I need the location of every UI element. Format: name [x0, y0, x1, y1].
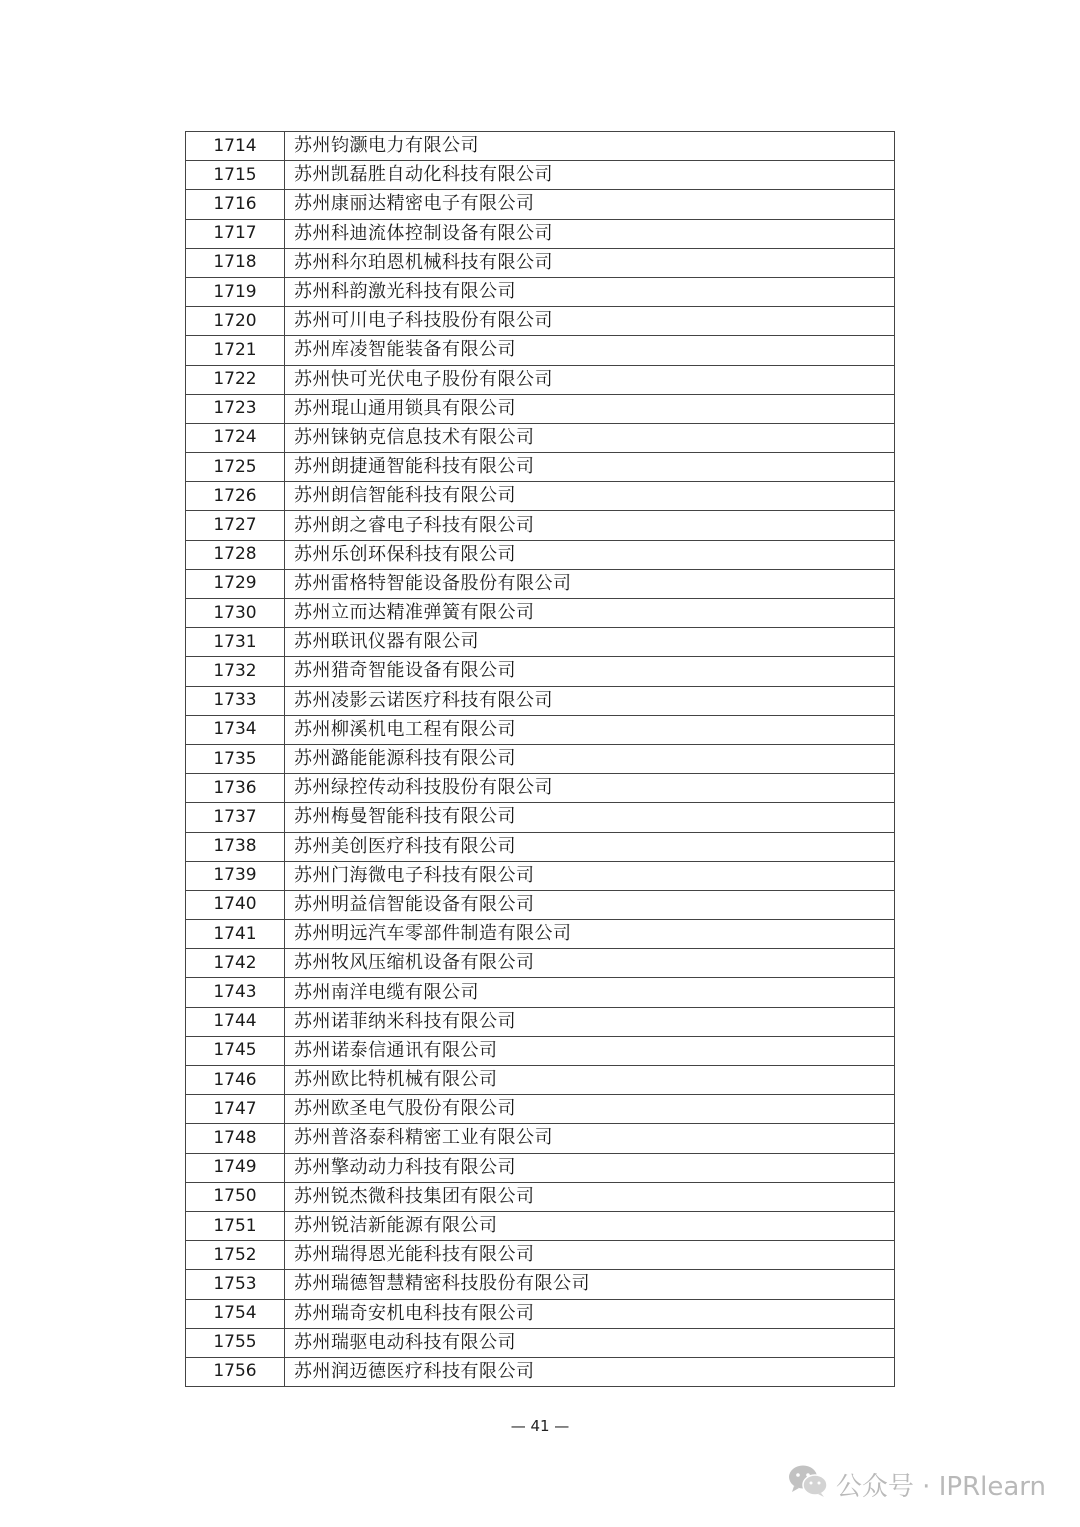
company-name: 苏州朗信智能科技有限公司 [285, 482, 895, 511]
company-name: 苏州铼钠克信息技术有限公司 [285, 423, 895, 452]
table-row [186, 920, 895, 949]
table-row [186, 949, 895, 978]
table-row [186, 336, 895, 365]
table-row [186, 1328, 895, 1357]
company-name: 苏州诺泰信通讯有限公司 [285, 1036, 895, 1065]
row-number: 1722 [186, 365, 285, 394]
row-number: 1749 [186, 1153, 285, 1182]
table-row [186, 890, 895, 919]
table-row [186, 1241, 895, 1270]
table-row [186, 277, 895, 306]
company-name: 苏州润迈德医疗科技有限公司 [285, 1357, 895, 1386]
company-name: 苏州科迪流体控制设备有限公司 [285, 219, 895, 248]
table-row [186, 1211, 895, 1240]
row-number: 1733 [186, 686, 285, 715]
row-number: 1717 [186, 219, 285, 248]
row-number: 1756 [186, 1357, 285, 1386]
table-row [186, 744, 895, 773]
company-name: 苏州欧比特机械有限公司 [285, 1066, 895, 1095]
row-number: 1736 [186, 774, 285, 803]
row-number: 1741 [186, 920, 285, 949]
company-name: 苏州瑞德智慧精密科技股份有限公司 [285, 1270, 895, 1299]
row-number: 1747 [186, 1095, 285, 1124]
row-number: 1720 [186, 307, 285, 336]
table-row [186, 628, 895, 657]
row-number: 1750 [186, 1182, 285, 1211]
table-row [186, 1066, 895, 1095]
row-number: 1743 [186, 978, 285, 1007]
row-number: 1729 [186, 569, 285, 598]
watermark [788, 1464, 1046, 1505]
company-name: 苏州科尔珀恩机械科技有限公司 [285, 248, 895, 277]
company-name: 苏州凌影云诺医疗科技有限公司 [285, 686, 895, 715]
row-number: 1715 [186, 161, 285, 190]
company-name: 苏州明益信智能设备有限公司 [285, 890, 895, 919]
row-number: 1751 [186, 1211, 285, 1240]
table-row [186, 132, 895, 161]
wechat-icon [788, 1464, 828, 1505]
company-name: 苏州猎奇智能设备有限公司 [285, 657, 895, 686]
row-number: 1726 [186, 482, 285, 511]
table-row [186, 190, 895, 219]
row-number: 1745 [186, 1036, 285, 1065]
table-body [186, 132, 895, 1387]
table-row [186, 482, 895, 511]
company-name: 苏州绿控传动科技股份有限公司 [285, 774, 895, 803]
table-row [186, 1124, 895, 1153]
table-row [186, 161, 895, 190]
table-row [186, 1357, 895, 1386]
company-name: 苏州科韵激光科技有限公司 [285, 277, 895, 306]
watermark-text: 公众号 · IPRlearn [835, 1472, 1046, 1502]
company-name: 苏州凯磊胜自动化科技有限公司 [285, 161, 895, 190]
table-row [186, 307, 895, 336]
table-row [186, 1153, 895, 1182]
row-number: 1732 [186, 657, 285, 686]
company-name: 苏州雷格特智能设备股份有限公司 [285, 569, 895, 598]
table-row [186, 774, 895, 803]
company-name: 苏州钧灏电力有限公司 [285, 132, 895, 161]
row-number: 1754 [186, 1299, 285, 1328]
row-number: 1714 [186, 132, 285, 161]
company-name: 苏州瑞得恩光能科技有限公司 [285, 1241, 895, 1270]
table-row [186, 1182, 895, 1211]
company-name: 苏州牧风压缩机设备有限公司 [285, 949, 895, 978]
table-row [186, 1007, 895, 1036]
row-number: 1753 [186, 1270, 285, 1299]
row-number: 1755 [186, 1328, 285, 1357]
row-number: 1742 [186, 949, 285, 978]
row-number: 1728 [186, 540, 285, 569]
table-row [186, 394, 895, 423]
row-number: 1746 [186, 1066, 285, 1095]
row-number: 1727 [186, 511, 285, 540]
table-row [186, 832, 895, 861]
row-number: 1716 [186, 190, 285, 219]
company-name: 苏州普洛泰科精密工业有限公司 [285, 1124, 895, 1153]
company-name: 苏州库凌智能装备有限公司 [285, 336, 895, 365]
company-name: 苏州联讯仪器有限公司 [285, 628, 895, 657]
table-row [186, 248, 895, 277]
row-number: 1719 [186, 277, 285, 306]
row-number: 1731 [186, 628, 285, 657]
company-name: 苏州朗捷通智能科技有限公司 [285, 453, 895, 482]
table-row [186, 453, 895, 482]
table-row [186, 861, 895, 890]
row-number: 1730 [186, 599, 285, 628]
table-row [186, 540, 895, 569]
table-row [186, 803, 895, 832]
row-number: 1724 [186, 423, 285, 452]
table-row [186, 1095, 895, 1124]
company-name: 苏州美创医疗科技有限公司 [285, 832, 895, 861]
company-name: 苏州南洋电缆有限公司 [285, 978, 895, 1007]
table-row [186, 511, 895, 540]
company-name: 苏州琨山通用锁具有限公司 [285, 394, 895, 423]
table-row [186, 686, 895, 715]
row-number: 1748 [186, 1124, 285, 1153]
company-name: 苏州擎动动力科技有限公司 [285, 1153, 895, 1182]
row-number: 1738 [186, 832, 285, 861]
page-number: — 41 — [510, 1417, 570, 1435]
company-name: 苏州锐杰微科技集团有限公司 [285, 1182, 895, 1211]
row-number: 1725 [186, 453, 285, 482]
row-number: 1740 [186, 890, 285, 919]
table-row [186, 1036, 895, 1065]
table-row [186, 219, 895, 248]
row-number: 1721 [186, 336, 285, 365]
company-name: 苏州朗之睿电子科技有限公司 [285, 511, 895, 540]
row-number: 1723 [186, 394, 285, 423]
company-name: 苏州瑞奇安机电科技有限公司 [285, 1299, 895, 1328]
table-row [186, 715, 895, 744]
company-name: 苏州瑞驱电动科技有限公司 [285, 1328, 895, 1357]
table-row [186, 423, 895, 452]
company-name: 苏州诺菲纳米科技有限公司 [285, 1007, 895, 1036]
company-name: 苏州锐洁新能源有限公司 [285, 1211, 895, 1240]
company-name: 苏州柳溪机电工程有限公司 [285, 715, 895, 744]
company-name: 苏州门海微电子科技有限公司 [285, 861, 895, 890]
row-number: 1737 [186, 803, 285, 832]
table-row [186, 1299, 895, 1328]
company-name: 苏州梅曼智能科技有限公司 [285, 803, 895, 832]
table-row [186, 365, 895, 394]
row-number: 1752 [186, 1241, 285, 1270]
company-name: 苏州明远汽车零部件制造有限公司 [285, 920, 895, 949]
row-number: 1718 [186, 248, 285, 277]
row-number: 1735 [186, 744, 285, 773]
company-name: 苏州乐创环保科技有限公司 [285, 540, 895, 569]
row-number: 1734 [186, 715, 285, 744]
row-number: 1744 [186, 1007, 285, 1036]
table-row [186, 569, 895, 598]
table-row [186, 657, 895, 686]
table-row [186, 1270, 895, 1299]
company-name: 苏州康丽达精密电子有限公司 [285, 190, 895, 219]
table-row [186, 978, 895, 1007]
company-name: 苏州欧圣电气股份有限公司 [285, 1095, 895, 1124]
company-name: 苏州可川电子科技股份有限公司 [285, 307, 895, 336]
company-name: 苏州立而达精准弹簧有限公司 [285, 599, 895, 628]
company-name: 苏州快可光伏电子股份有限公司 [285, 365, 895, 394]
company-name: 苏州潞能能源科技有限公司 [285, 744, 895, 773]
company-table [185, 131, 895, 1387]
row-number: 1739 [186, 861, 285, 890]
table-row [186, 599, 895, 628]
